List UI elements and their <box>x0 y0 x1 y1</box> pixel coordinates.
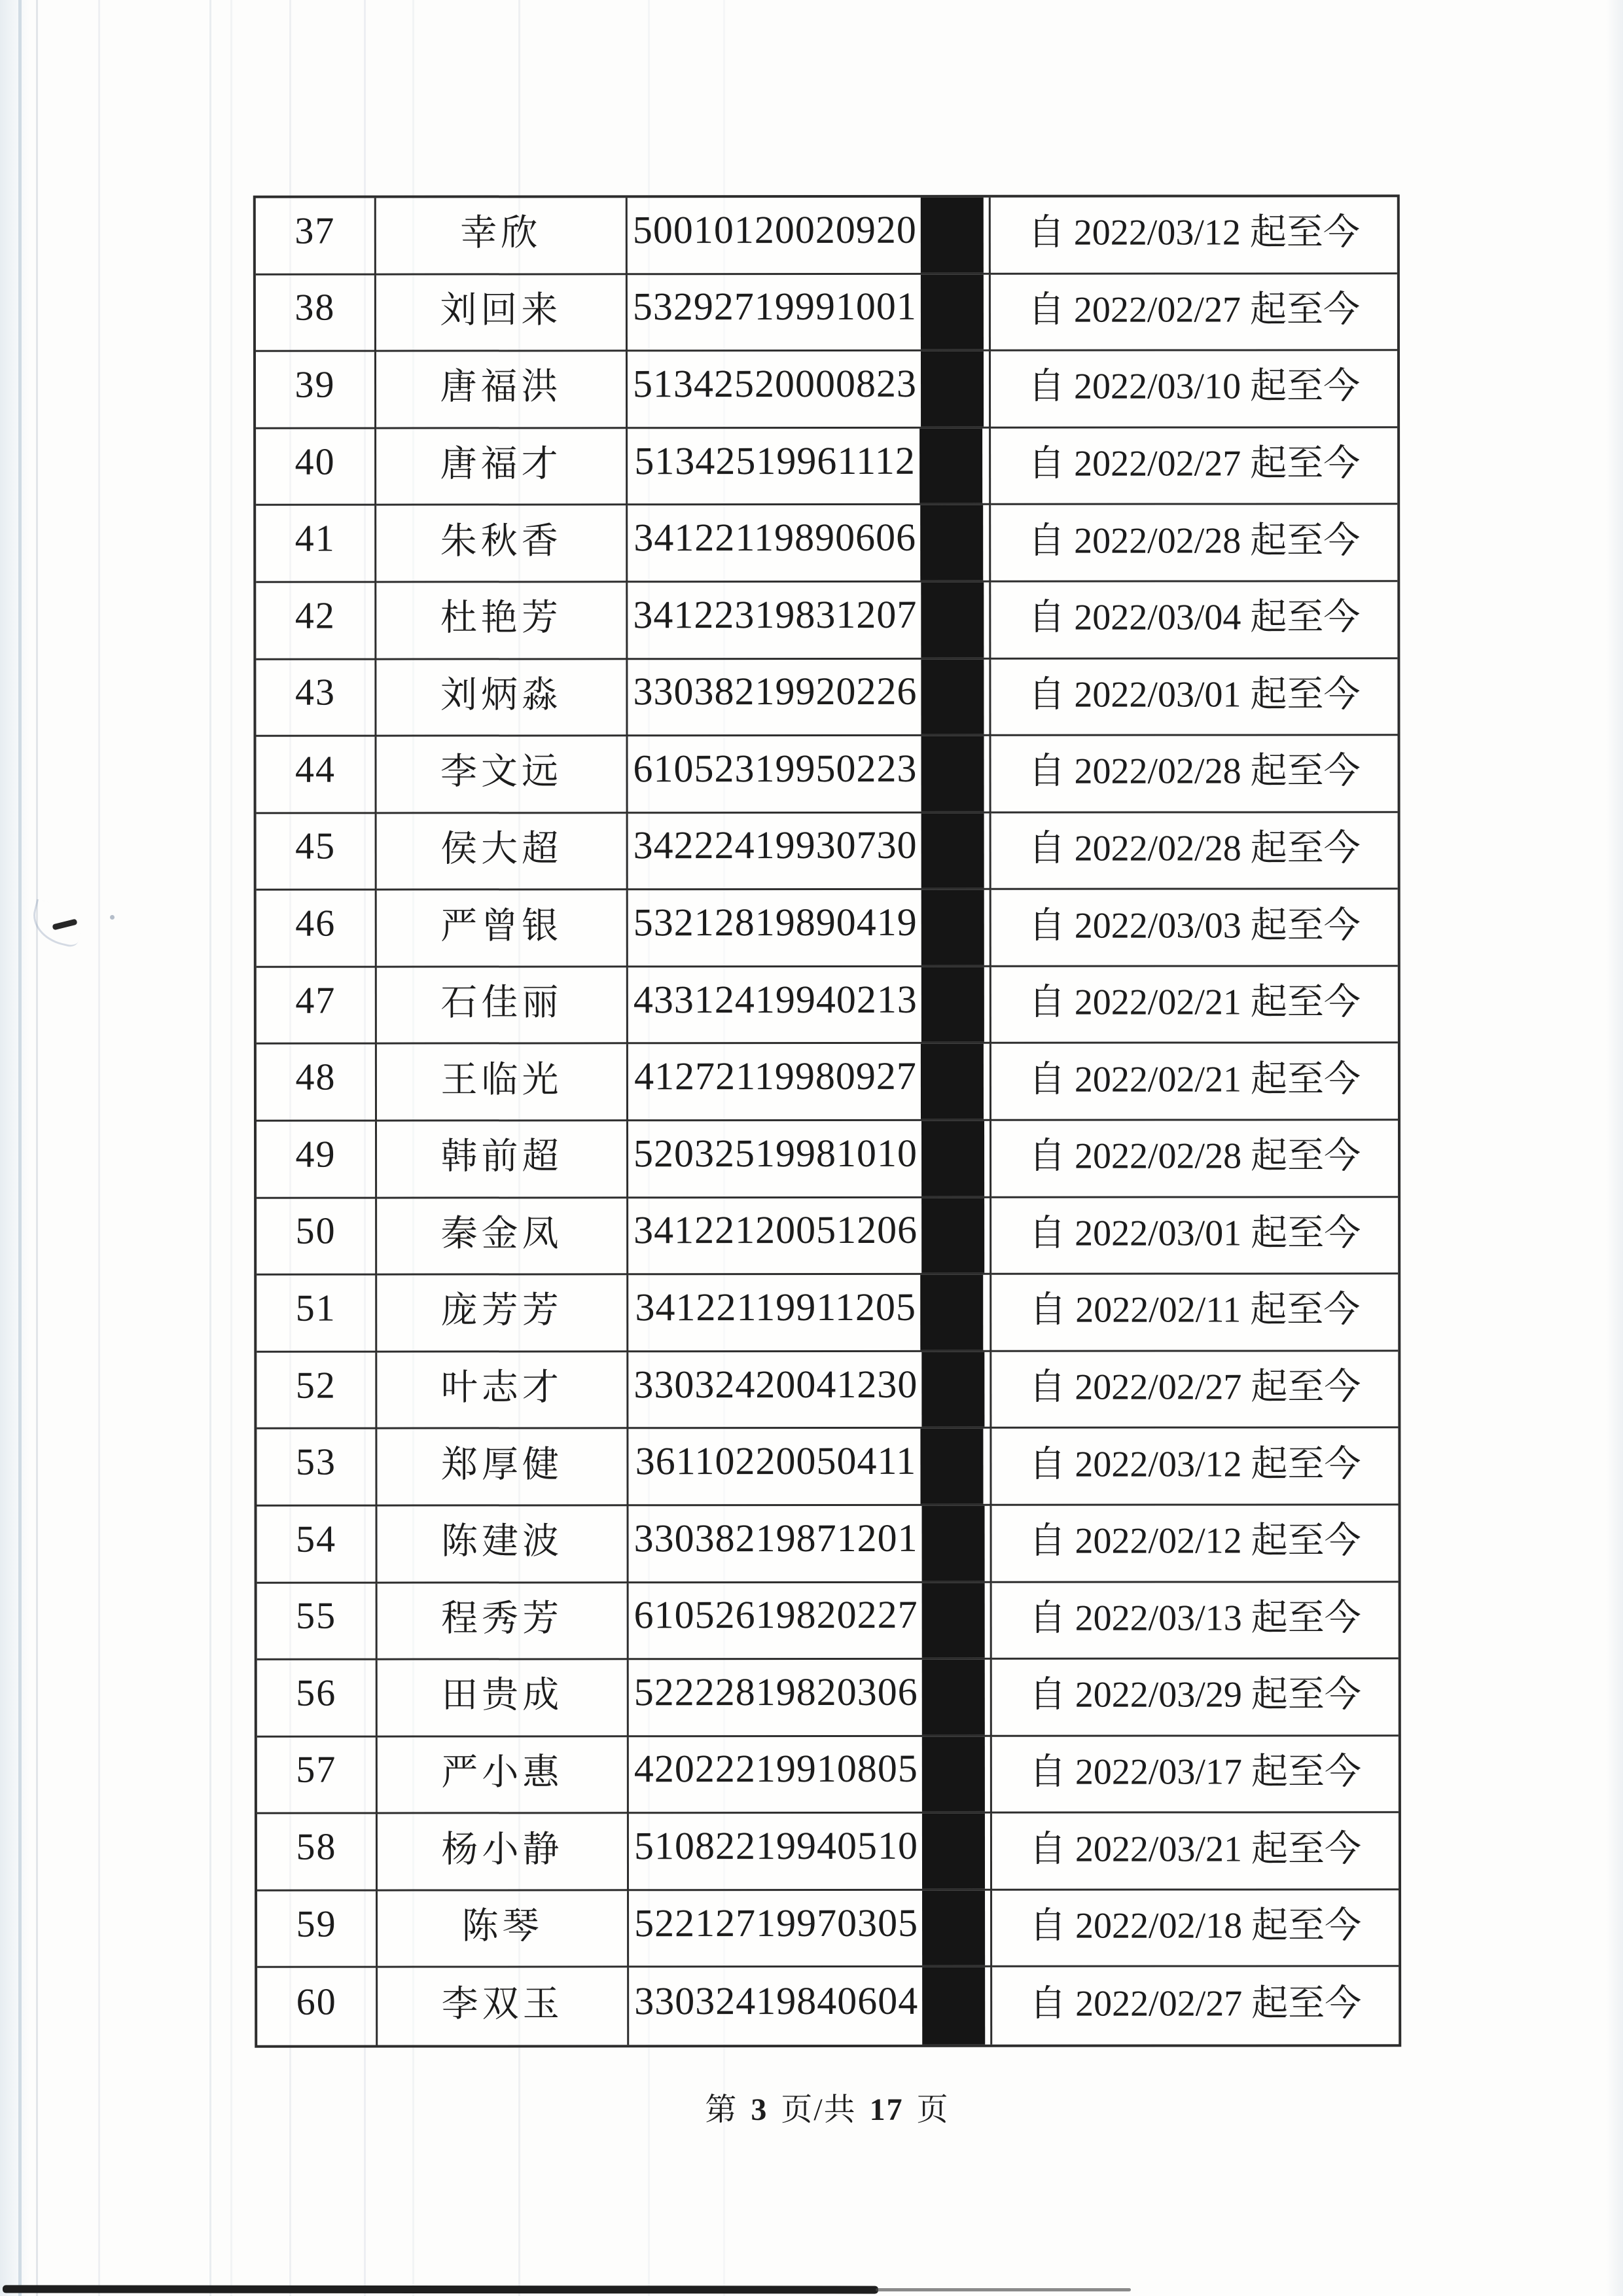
period-text: 自 2022/02/28 起至今 <box>1028 1136 1361 1177</box>
id-number-cell <box>628 429 991 506</box>
period-cell <box>991 197 1397 274</box>
period-text: 自 2022/03/04 起至今 <box>1028 597 1361 638</box>
footer-page-number: 3 <box>751 2092 768 2127</box>
name-cell <box>377 1352 628 1429</box>
period-text: 自 2022/02/11 起至今 <box>1029 1289 1361 1331</box>
row-number-cell <box>257 1814 378 1892</box>
period-text: 自 2022/02/21 起至今 <box>1028 1058 1361 1100</box>
person-name: 程秀芳 <box>441 1598 563 1640</box>
id-number-cell <box>629 1583 992 1660</box>
id-number-cell <box>628 659 991 736</box>
row-number-cell <box>256 275 376 352</box>
period-text: 自 2022/03/12 起至今 <box>1029 1443 1361 1485</box>
row-number: 55 <box>296 1594 337 1637</box>
id-number-cell <box>628 967 991 1045</box>
period-cell <box>992 1583 1399 1660</box>
redaction-box <box>921 1121 984 1198</box>
id-number-cell <box>628 583 991 660</box>
period-text: 自 2022/02/28 起至今 <box>1028 751 1361 793</box>
scan-streak <box>230 0 232 2296</box>
period-text: 自 2022/03/17 起至今 <box>1029 1751 1361 1793</box>
period-text: 自 2022/02/21 起至今 <box>1028 982 1361 1023</box>
person-name: 李双玉 <box>441 1984 563 2025</box>
row-number-cell <box>256 583 376 660</box>
person-name: 李文远 <box>440 751 563 793</box>
id-number-cell <box>628 813 991 890</box>
row-number: 44 <box>295 747 336 791</box>
person-name: 严小惠 <box>441 1752 563 1793</box>
period-text: 自 2022/03/21 起至今 <box>1029 1828 1362 1870</box>
id-number-cell <box>628 1198 991 1275</box>
id-number-cell <box>629 1967 992 2045</box>
period-cell <box>991 1429 1398 1506</box>
period-text: 自 2022/03/29 起至今 <box>1029 1674 1361 1716</box>
scanner-bottom-edge-line <box>876 2288 1131 2291</box>
period-cell <box>991 1352 1398 1429</box>
row-number: 57 <box>296 1748 337 1791</box>
name-cell <box>377 1045 628 1122</box>
row-number: 60 <box>296 1980 337 2023</box>
name-cell <box>376 429 628 506</box>
redaction-box <box>921 813 984 890</box>
row-number: 53 <box>295 1440 336 1483</box>
person-name: 唐福才 <box>440 444 562 485</box>
row-number-cell <box>257 814 377 891</box>
row-number: 48 <box>295 1055 336 1098</box>
row-number-cell <box>257 1660 378 1738</box>
person-name: 陈建波 <box>441 1521 563 1562</box>
person-name: 石佳丽 <box>440 982 563 1024</box>
name-cell <box>378 1583 629 1660</box>
name-cell <box>376 275 628 352</box>
id-number-cell <box>628 1275 991 1352</box>
row-number-cell <box>257 1276 377 1353</box>
id-number-cell <box>628 1044 991 1121</box>
redaction-box <box>922 1660 985 1737</box>
row-number-cell <box>257 1737 378 1814</box>
row-number-cell <box>257 891 377 968</box>
period-cell <box>992 1813 1399 1890</box>
redaction-box <box>922 1967 985 2045</box>
row-number-cell <box>257 1891 378 1968</box>
period-cell <box>992 1890 1399 1967</box>
name-cell <box>376 351 628 429</box>
person-name: 朱秋香 <box>440 520 562 562</box>
person-register-table <box>253 194 1401 2048</box>
redaction-box <box>919 429 982 506</box>
id-number-visible-digits: 50010120020920 <box>632 207 917 252</box>
person-name: 王临光 <box>440 1060 563 1101</box>
period-cell <box>991 736 1397 813</box>
id-number-cell <box>629 1736 992 1814</box>
id-number-cell <box>628 351 991 429</box>
id-number-cell <box>628 274 991 351</box>
person-name: 郑厚健 <box>440 1444 563 1486</box>
row-number-cell <box>257 1429 377 1507</box>
period-text: 自 2022/02/28 起至今 <box>1028 520 1361 562</box>
id-number-visible-digits: 34222419930730 <box>633 823 918 867</box>
row-number-cell <box>257 1198 377 1276</box>
period-cell <box>991 274 1397 351</box>
name-cell <box>377 967 628 1045</box>
period-cell <box>991 889 1398 967</box>
period-cell <box>992 1505 1399 1583</box>
id-number-visible-digits: 41272119980927 <box>634 1054 917 1098</box>
id-number-cell <box>628 736 991 814</box>
period-text: 自 2022/02/18 起至今 <box>1029 1905 1362 1946</box>
period-cell <box>991 428 1397 505</box>
id-number-visible-digits: 53212819890419 <box>633 900 918 944</box>
row-number: 51 <box>295 1286 336 1329</box>
row-number: 49 <box>295 1132 336 1175</box>
scan-streak <box>98 0 100 2296</box>
redaction-box <box>921 659 984 736</box>
id-number-visible-digits: 34122119890606 <box>633 515 917 560</box>
id-number-visible-digits: 34122319831207 <box>633 592 918 636</box>
row-number: 50 <box>295 1210 336 1253</box>
person-name: 田贵成 <box>441 1675 563 1716</box>
period-text: 自 2022/03/01 起至今 <box>1028 674 1361 715</box>
period-cell <box>991 582 1397 659</box>
redaction-box <box>922 1583 985 1660</box>
period-cell <box>992 1659 1399 1736</box>
id-number-visible-digits: 52222819820306 <box>633 1670 918 1714</box>
id-number-visible-digits: 33038219871201 <box>633 1516 918 1560</box>
id-number-visible-digits: 51342520000823 <box>632 361 918 406</box>
id-number-cell <box>629 1814 992 1891</box>
period-text: 自 2022/03/12 起至今 <box>1027 212 1360 254</box>
period-text: 自 2022/02/28 起至今 <box>1028 828 1361 869</box>
redaction-box <box>921 967 984 1045</box>
redaction-box <box>922 1506 985 1583</box>
id-number-cell <box>628 1121 991 1198</box>
person-name: 杜艳芳 <box>440 598 562 639</box>
row-number-cell <box>257 967 377 1045</box>
name-cell <box>376 736 628 814</box>
id-number-cell <box>628 1429 991 1506</box>
row-number: 54 <box>296 1517 337 1560</box>
name-cell <box>378 1737 629 1814</box>
id-number-visible-digits: 42022219910805 <box>633 1747 918 1791</box>
redaction-box <box>920 505 983 583</box>
person-name: 陈琴 <box>461 1906 543 1947</box>
id-number-visible-digits: 51082219940510 <box>633 1823 918 1868</box>
id-number-visible-digits: 43312419940213 <box>633 977 918 1021</box>
person-name: 庞芳芳 <box>440 1290 563 1331</box>
redaction-box <box>920 1429 983 1506</box>
row-number-cell <box>256 660 376 737</box>
period-cell <box>992 1967 1399 2045</box>
row-number: 52 <box>295 1363 336 1407</box>
period-text: 自 2022/02/27 起至今 <box>1029 1367 1361 1408</box>
scan-streak <box>209 0 211 2296</box>
footer-label-of: 页/共 <box>781 2092 857 2127</box>
period-cell <box>991 1044 1398 1121</box>
id-number-cell <box>629 1660 992 1737</box>
id-number-cell <box>628 505 991 583</box>
person-name: 刘炳淼 <box>440 675 562 716</box>
person-name: 韩前超 <box>440 1136 563 1177</box>
id-number-visible-digits: 34122119911205 <box>635 1285 917 1329</box>
period-text: 自 2022/03/01 起至今 <box>1029 1213 1361 1254</box>
person-name: 幸欣 <box>460 213 542 254</box>
row-number-cell <box>257 1352 377 1429</box>
period-text: 自 2022/02/27 起至今 <box>1027 289 1361 331</box>
footer-label-pages: 页 <box>916 2092 950 2127</box>
id-number-cell <box>629 1506 992 1583</box>
person-name: 唐福洪 <box>440 367 562 408</box>
name-cell <box>376 198 628 275</box>
row-number: 42 <box>294 594 336 637</box>
row-number: 41 <box>294 516 336 560</box>
row-number-cell <box>257 1122 377 1199</box>
row-number-cell <box>256 198 376 276</box>
id-number-visible-digits: 33032419840604 <box>634 1979 919 2022</box>
period-cell <box>991 659 1397 736</box>
name-cell <box>378 1891 629 1968</box>
scanner-bottom-edge-bar <box>3 2285 878 2293</box>
redaction-box <box>921 583 984 660</box>
period-cell <box>991 1121 1398 1198</box>
id-number-visible-digits: 33038219920226 <box>633 670 918 713</box>
person-name: 刘回来 <box>440 290 562 331</box>
person-name: 严曾银 <box>440 905 563 947</box>
id-number-visible-digits: 52212719970305 <box>634 1901 919 1945</box>
row-number: 59 <box>296 1902 337 1945</box>
name-cell <box>377 1275 628 1352</box>
row-number-cell <box>256 429 376 506</box>
row-number-cell <box>256 737 376 814</box>
period-cell <box>991 813 1398 890</box>
period-text: 自 2022/02/27 起至今 <box>1028 443 1361 484</box>
id-number-visible-digits: 52032519981010 <box>633 1131 918 1175</box>
redaction-box <box>921 890 984 967</box>
row-number-cell <box>257 1507 378 1584</box>
row-number: 40 <box>294 440 336 483</box>
id-number-visible-digits: 61052319950223 <box>633 746 918 791</box>
person-name: 叶志才 <box>440 1367 563 1408</box>
redaction-box <box>921 274 984 351</box>
row-number: 56 <box>296 1671 337 1714</box>
row-number-cell <box>257 1045 377 1122</box>
footer-label-page: 第 <box>705 2092 738 2127</box>
footer-page-total: 17 <box>869 2092 904 2127</box>
period-cell <box>991 1274 1398 1352</box>
person-name: 秦金凤 <box>440 1213 563 1255</box>
redaction-box <box>921 736 984 814</box>
period-cell <box>991 967 1398 1044</box>
scanner-left-edge-line <box>18 0 22 2296</box>
row-number: 39 <box>294 363 336 406</box>
redaction-box <box>921 1198 984 1275</box>
row-number: 37 <box>294 209 336 252</box>
person-name: 杨小静 <box>441 1829 563 1871</box>
name-cell <box>377 1121 628 1198</box>
page-footer <box>254 2084 1400 2129</box>
row-number: 58 <box>296 1825 337 1868</box>
redaction-box <box>921 1044 984 1121</box>
row-number: 38 <box>294 286 336 329</box>
id-number-cell <box>628 198 991 275</box>
row-number-cell <box>257 1583 378 1660</box>
period-cell <box>992 1736 1399 1814</box>
name-cell <box>376 583 628 660</box>
period-text: 自 2022/03/13 起至今 <box>1029 1598 1361 1639</box>
id-number-visible-digits: 53292719991001 <box>632 285 917 329</box>
row-number: 43 <box>294 670 336 713</box>
redaction-box <box>922 1736 985 1814</box>
period-text: 自 2022/03/10 起至今 <box>1027 366 1361 408</box>
name-cell <box>378 1968 629 2045</box>
scanner-right-edge-shadow <box>1606 0 1623 2296</box>
ink-dot-mark <box>110 915 115 920</box>
redaction-box <box>922 1814 985 1891</box>
id-number-cell <box>628 1352 991 1429</box>
period-cell <box>991 1198 1398 1275</box>
id-number-visible-digits: 61052619820227 <box>633 1593 918 1637</box>
redaction-box <box>922 1891 985 1968</box>
id-number-visible-digits: 33032420041230 <box>633 1362 918 1406</box>
scanner-left-edge-shadow <box>0 0 30 2296</box>
row-number: 47 <box>295 978 336 1022</box>
scan-streak <box>36 0 38 2296</box>
row-number: 46 <box>295 901 336 944</box>
name-cell <box>377 1198 628 1276</box>
row-number-cell <box>256 506 376 583</box>
id-number-cell <box>629 1891 992 1968</box>
redaction-box <box>921 351 984 429</box>
name-cell <box>376 506 628 583</box>
name-cell <box>378 1506 629 1583</box>
name-cell <box>378 1814 629 1892</box>
redaction-box <box>921 198 984 275</box>
id-number-cell <box>628 890 991 967</box>
row-number-cell <box>256 352 376 429</box>
id-number-visible-digits: 34122120051206 <box>633 1208 918 1252</box>
name-cell <box>377 814 628 891</box>
period-text: 自 2022/02/27 起至今 <box>1029 1983 1362 2024</box>
name-cell <box>378 1660 629 1737</box>
name-cell <box>377 1429 628 1507</box>
person-name: 侯大超 <box>440 829 563 870</box>
name-cell <box>377 891 628 968</box>
period-cell <box>991 351 1397 428</box>
period-cell <box>991 505 1397 583</box>
redaction-box <box>920 1275 983 1352</box>
row-number: 45 <box>295 825 336 868</box>
period-text: 自 2022/02/12 起至今 <box>1029 1520 1361 1562</box>
redaction-box <box>921 1352 984 1429</box>
period-text: 自 2022/03/03 起至今 <box>1028 905 1361 946</box>
row-number-cell <box>257 1968 378 2045</box>
id-number-visible-digits: 51342519961112 <box>634 439 916 482</box>
name-cell <box>376 660 628 737</box>
id-number-visible-digits: 36110220050411 <box>635 1439 917 1483</box>
